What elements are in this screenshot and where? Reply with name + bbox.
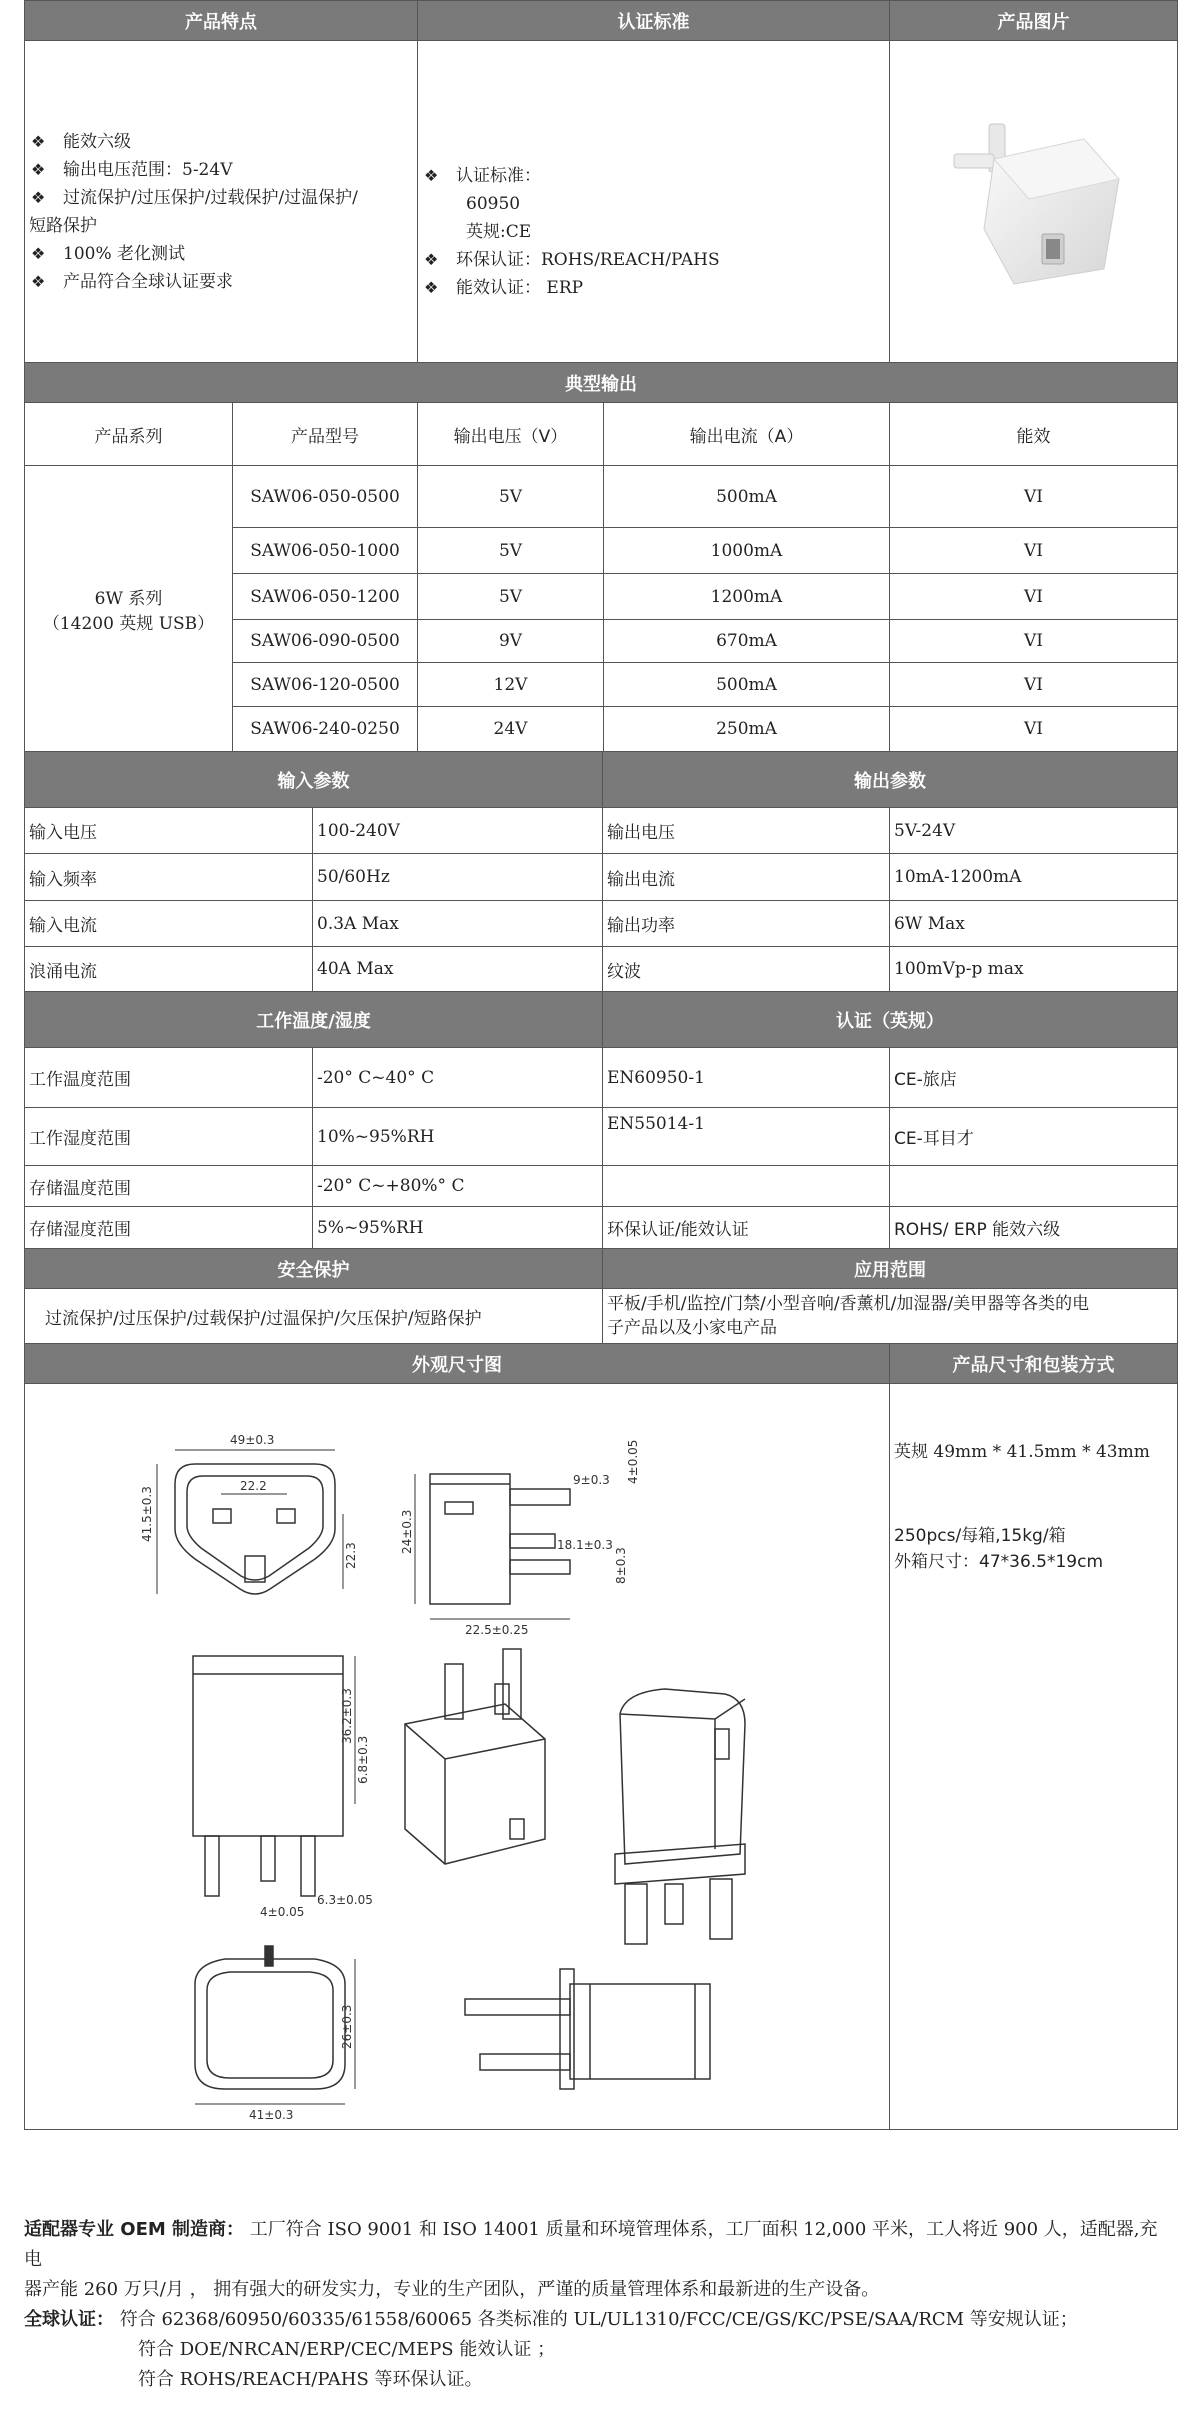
env-value: -20° C~40° C [313, 1048, 603, 1108]
current-cell: 1200mA [604, 574, 890, 620]
feature-item: ❖ 输出电压范围：5-24V [29, 156, 413, 184]
col-series: 产品系列 [25, 403, 233, 466]
table-row [25, 1207, 1178, 1249]
env-label: 工作湿度范围 [25, 1108, 313, 1166]
packing-qty: 250pcs/每箱,15kg/箱 [894, 1526, 1066, 1546]
current-cell: 500mA [604, 466, 890, 528]
application-line: 平板/手机/监控/门禁/小型音响/香薰机/加湿器/美甲器等各类的电 [607, 1294, 1090, 1314]
voltage-cell: 24V [418, 707, 604, 752]
cert-item: ❖ 认证标准： [422, 162, 885, 190]
safety-header-row [25, 1249, 1178, 1289]
cert-item: ❖ 能效认证： ERP [422, 274, 885, 302]
carton-size: 外箱尺寸：47*36.5*19cm [894, 1552, 1104, 1572]
param-value: 6W Max [890, 901, 1178, 947]
cert-heading: 认证标准 [418, 1, 890, 41]
current-cell: 1000mA [604, 528, 890, 574]
cert-standard: EN60950-1 [603, 1048, 890, 1108]
uk-usb-charger-photo [934, 99, 1134, 299]
voltage-cell: 12V [418, 663, 604, 707]
oem-text: 工厂符合 ISO 9001 和 ISO 14001 质量和环境管理体系，工厂面积 12,000 平米，工人将近 900 人，适配器,充电 [24, 2219, 1158, 2270]
model-cell: SAW06-090-0500 [233, 620, 418, 663]
feature-item: ❖ 产品符合全球认证要求 [29, 268, 413, 296]
param-value: 40A Max [313, 947, 603, 992]
series-desc: （14200 英规 USB） [42, 613, 215, 634]
iso-view-left [405, 1649, 545, 1864]
dim-label: 36.2±0.3 [340, 1688, 354, 1744]
drawing-heading: 外观尺寸图 [25, 1344, 890, 1384]
param-value: 100-240V [313, 808, 603, 854]
dim-label: 22.5±0.25 [465, 1623, 529, 1637]
env-value: -20° C~+80%° C [313, 1166, 603, 1207]
dim-label: 22.2 [240, 1479, 267, 1493]
cert-item: 60950 [466, 193, 521, 214]
front-view [140, 1433, 358, 1594]
col-voltage: 输出电压（V） [418, 403, 604, 466]
param-label: 浪涌电流 [25, 947, 313, 992]
cert-item: 英规:CE [466, 221, 532, 242]
table-row [25, 1048, 1178, 1108]
input-params-heading: 输入参数 [25, 752, 603, 808]
features-cell [25, 41, 418, 363]
dimension-drawing [25, 1384, 890, 2124]
oem-label: 适配器专业 OEM 制造商： [24, 2219, 245, 2240]
voltage-cell: 5V [418, 466, 604, 528]
safety-row [25, 1289, 1178, 1344]
col-efficiency: 能效 [890, 403, 1178, 466]
oem-paragraph [24, 2215, 1174, 2305]
product-size: 英规 49mm * 41.5mm * 43mm [894, 1442, 1150, 1462]
param-label: 输入电压 [25, 808, 313, 854]
model-cell: SAW06-050-0500 [233, 466, 418, 528]
cert-mark: ROHS/ ERP 能效六级 [890, 1207, 1178, 1249]
env-value: 10%~95%RH [313, 1108, 603, 1166]
env-label: 存储温度范围 [25, 1166, 313, 1207]
application-line: 子产品以及小家电产品 [607, 1318, 777, 1338]
efficiency-cell: VI [890, 707, 1178, 752]
efficiency-cell: VI [890, 466, 1178, 528]
efficiency-cell: VI [890, 574, 1178, 620]
env-label: 存储湿度范围 [25, 1207, 313, 1249]
top-view [193, 1656, 373, 1919]
output-params-heading: 输出参数 [603, 752, 1178, 808]
param-value: 100mVp-p max [890, 947, 1178, 992]
feature-item: ❖ 能效六级 [29, 128, 413, 156]
dim-label: 4±0.05 [626, 1439, 640, 1484]
col-model: 产品型号 [233, 403, 418, 466]
model-cell: SAW06-120-0500 [233, 663, 418, 707]
param-label: 输出电压 [603, 808, 890, 854]
dim-label: 18.1±0.3 [557, 1538, 613, 1552]
dims-content-row [25, 1384, 1178, 2130]
dim-label: 6.8±0.3 [356, 1735, 370, 1784]
dim-label: 4±0.05 [260, 1905, 305, 1919]
param-label: 输入电流 [25, 901, 313, 947]
param-label: 纹波 [603, 947, 890, 992]
side-pin-view [465, 1969, 710, 2089]
dim-label: 41±0.3 [249, 2108, 294, 2122]
application-cell [603, 1289, 1178, 1344]
dims-header-row [25, 1344, 1178, 1384]
current-cell: 250mA [604, 707, 890, 752]
table-row [25, 901, 1178, 947]
param-label: 输出功率 [603, 901, 890, 947]
col-current: 输出电流（A） [604, 403, 890, 466]
dim-label: 9±0.3 [573, 1473, 610, 1487]
global-cert-line: 符合 62368/60950/60335/61558/60065 各类标准的 UL/UL1310/FCC/CE/GS/KC/PSE/SAA/RCM 等安规认证； [119, 2309, 1078, 2330]
spec-table [24, 0, 1178, 752]
dim-label: 24±0.3 [400, 1509, 414, 1554]
param-value: 50/60Hz [313, 854, 603, 901]
cert-mark: CE-耳目才 [890, 1108, 1178, 1166]
env-label: 工作温度范围 [25, 1048, 313, 1108]
param-value: 10mA-1200mA [890, 854, 1178, 901]
table-row [25, 947, 1178, 992]
dim-label: 8±0.3 [614, 1547, 628, 1584]
pack-heading: 产品尺寸和包装方式 [890, 1344, 1178, 1384]
oem-text: 器产能 260 万只/月 ， 拥有强大的研发实力，专业的生产团队，严谨的质量管理体系和最新进的生产设备。 [24, 2279, 880, 2300]
table-row [25, 466, 1178, 528]
param-label: 输出电流 [603, 854, 890, 901]
feature-item: ❖ 过流保护/过压保护/过载保护/过温保护/ [29, 184, 413, 212]
safety-heading: 安全保护 [25, 1249, 603, 1289]
features-list [29, 128, 413, 296]
uk-cert-heading: 认证（英规） [603, 992, 1178, 1048]
feature-item: ❖ 100% 老化测试 [29, 240, 413, 268]
dim-label: 41.5±0.3 [140, 1486, 154, 1542]
global-cert-paragraph [24, 2305, 1174, 2395]
param-value: 5V-24V [890, 808, 1178, 854]
current-cell: 670mA [604, 620, 890, 663]
model-cell: SAW06-240-0250 [233, 707, 418, 752]
cert-mark [890, 1166, 1178, 1207]
top-header-row [25, 1, 1178, 41]
top-content-row [25, 41, 1178, 363]
pack-cell [890, 1384, 1178, 2130]
dim-label: 49±0.3 [230, 1433, 275, 1447]
params-table [24, 751, 1178, 1344]
product-image-cell [890, 41, 1178, 363]
image-heading: 产品图片 [890, 1, 1178, 41]
cert-standard: 环保认证/能效认证 [603, 1207, 890, 1249]
series-name: 6W 系列 [94, 588, 163, 609]
safety-text: 过流保护/过压保护/过载保护/过温保护/欠压保护/短路保护 [25, 1289, 603, 1344]
cert-cell [418, 41, 890, 363]
table-row [25, 854, 1178, 901]
features-heading: 产品特点 [25, 1, 418, 41]
bottom-view [195, 1946, 355, 2122]
model-cell: SAW06-050-1200 [233, 574, 418, 620]
feature-item: 短路保护 [29, 215, 97, 236]
dim-label: 22.3 [344, 1542, 358, 1569]
drawing-cell [25, 1384, 890, 2130]
table-row [25, 1166, 1178, 1207]
current-cell: 500mA [604, 663, 890, 707]
param-value: 0.3A Max [313, 901, 603, 947]
temp-humidity-heading: 工作温度/湿度 [25, 992, 603, 1048]
cert-standard [603, 1166, 890, 1207]
env-value: 5%~95%RH [313, 1207, 603, 1249]
typical-output-heading: 典型输出 [25, 363, 1178, 403]
voltage-cell: 5V [418, 574, 604, 620]
cert-item: ❖ 环保认证：ROHS/REACH/PAHS [422, 246, 885, 274]
cert-standard: EN55014-1 [603, 1108, 890, 1166]
global-cert-line: 符合 ROHS/REACH/PAHS 等环保认证。 [138, 2369, 483, 2390]
efficiency-cell: VI [890, 663, 1178, 707]
table-row [25, 1108, 1178, 1166]
efficiency-cell: VI [890, 620, 1178, 663]
voltage-cell: 9V [418, 620, 604, 663]
efficiency-cell: VI [890, 528, 1178, 574]
iso-view-right [615, 1689, 745, 1944]
spec-sheet [24, 0, 1177, 2130]
table-row [25, 808, 1178, 854]
typical-title-row [25, 363, 1178, 403]
param-label: 输入频率 [25, 854, 313, 901]
dim-label: 26±0.3 [340, 2004, 354, 2049]
application-heading: 应用范围 [603, 1249, 1178, 1289]
voltage-cell: 5V [418, 528, 604, 574]
env-header-row [25, 992, 1178, 1048]
model-cell: SAW06-050-1000 [233, 528, 418, 574]
cert-list [422, 162, 885, 302]
typical-header-row [25, 403, 1178, 466]
cert-mark: CE-旅店 [890, 1048, 1178, 1108]
params-header-row [25, 752, 1178, 808]
side-view [400, 1440, 640, 1637]
global-cert-line: 符合 DOE/NRCAN/ERP/CEC/MEPS 能效认证 ； [138, 2339, 556, 2360]
global-label: 全球认证： [24, 2309, 114, 2330]
dim-label: 6.3±0.05 [317, 1893, 373, 1907]
dims-table [24, 1343, 1178, 2130]
series-cell [25, 466, 233, 752]
